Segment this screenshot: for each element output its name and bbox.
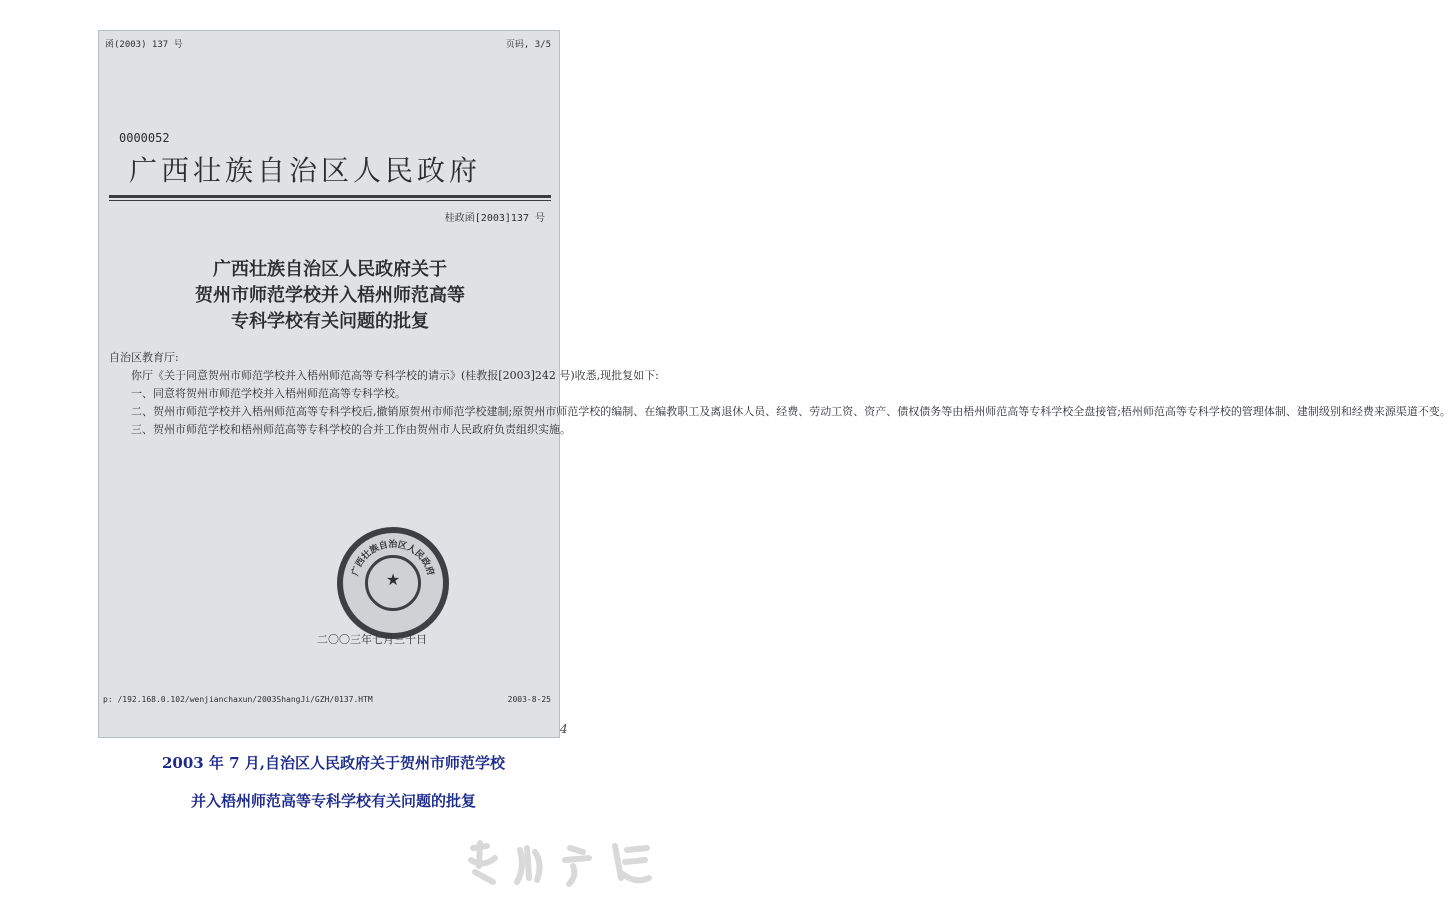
red-rule-thin [109,200,551,201]
page-number: 4 [560,722,568,736]
addressee: 自治区教育厅: [109,351,179,364]
letter-body [109,349,1451,439]
footer-url: p: /192.168.0.102/wenjianchaxun/2003ShangJi/GZH/0137.HTM [103,695,373,704]
svg-text:广西壮族自治区人民政府: 广西壮族自治区人民政府 [350,539,436,578]
calligraphy-watermark [465,838,655,888]
footer-date: 2003-8-25 [507,695,551,704]
issuer-heading: 广西壮族自治区人民政府 [129,154,482,187]
red-rule-thick [109,195,551,198]
paragraph-item-1: 一、同意将贺州市师范学校并入梧州师范高等专科学校。 [131,387,406,400]
doc-number: 0000052 [119,131,170,145]
paragraph-intro: 你厅《关于同意贺州市师范学校并入梧州师范高等专科学校的请示》(桂教报[2003]242 号)收悉,现批复如下: [131,369,659,382]
caption-line-2: 并入梧州师范高等专科学校有关问题的批复 [190,792,476,810]
title-line-1: 广西壮族自治区人民政府关于 [213,259,447,280]
paragraph-item-3: 三、贺州市师范学校和梧州师范高等专科学校的合并工作由贺州市人民政府负责组织实施。 [131,423,571,436]
caption-line-1: 2003 年 7 月,自治区人民政府关于贺州市师范学校 [161,754,506,772]
scanned-document [98,30,1451,738]
reference-number: 桂政函[2003]137 号 [444,213,545,224]
title-line-2: 贺州市师范学校并入梧州师范高等 [195,285,465,306]
national-emblem-icon: ★ [365,555,421,611]
header-page: 页码, 3/5 [505,40,551,50]
title-line-3: 专科学校有关问题的批复 [231,311,429,332]
header-left: 函(2003) 137 号 [105,40,183,50]
paragraph-item-2: 二、贺州市师范学校并入梧州师范高等专科学校后,撤销原贺州市师范学校建制;原贺州市师范学校的编制、在编教职工及离退休人员、经费、劳动工资、资产、债权债务等由梧州师范高等专科学校全盘接管;梧州师范高等专科学校的管理体制、建制级别和经费来源渠道不变。 [131,405,1451,418]
official-seal [337,527,449,639]
seal-ring-text [343,533,443,633]
issue-date: 二〇〇三年七月三十日 [317,633,427,646]
